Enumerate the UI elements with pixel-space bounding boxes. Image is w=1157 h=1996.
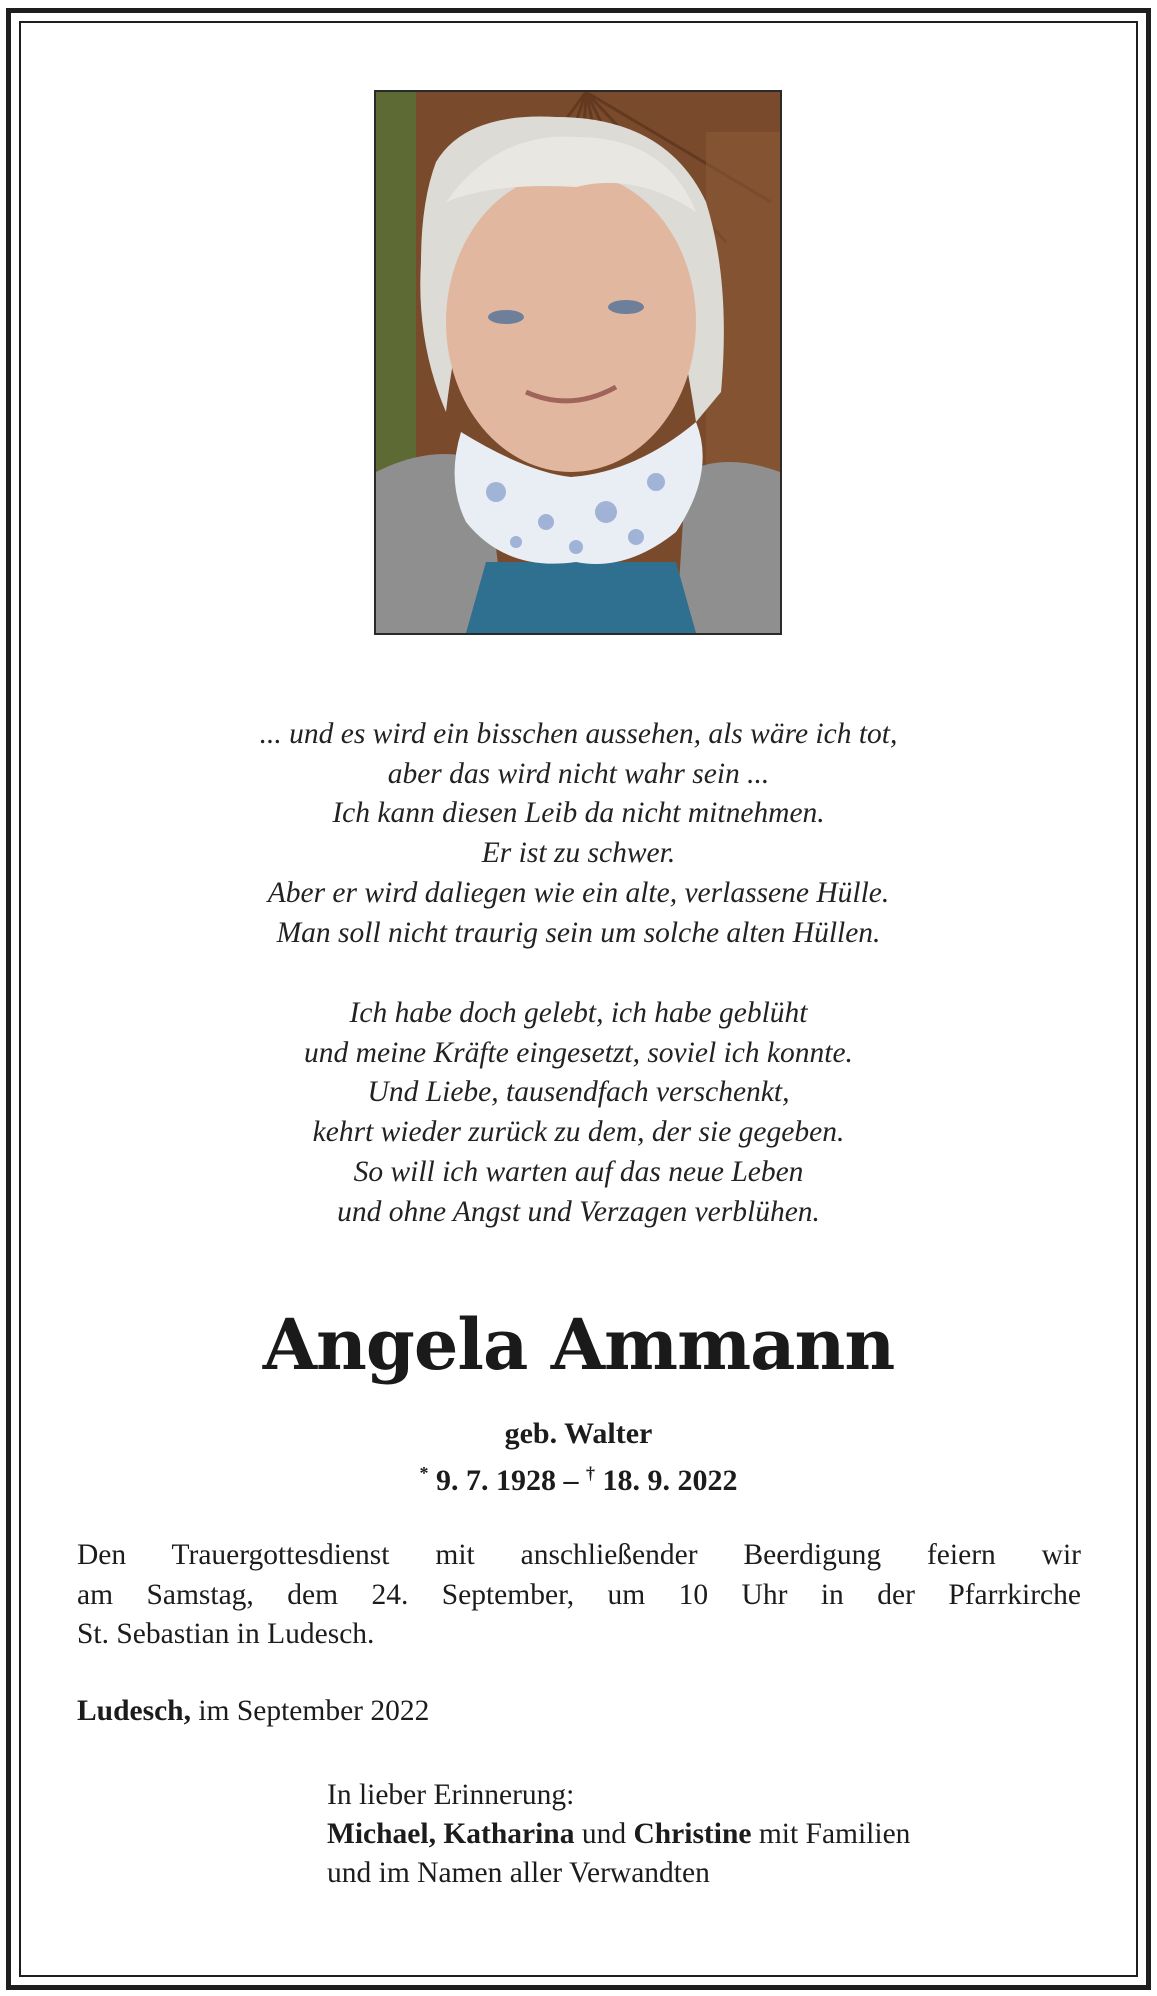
- poem-line: Er ist zu schwer.: [481, 837, 676, 870]
- funeral-line: St. Sebastian in Ludesch.: [77, 1618, 375, 1651]
- poem-line: So will ich warten auf das neue Leben: [353, 1155, 804, 1188]
- life-dates: [80, 1455, 1077, 1499]
- poem-line: Ich habe doch gelebt, ich habe geblüht: [349, 997, 808, 1029]
- place-town: Ludesch,: [77, 1695, 191, 1727]
- place-date: [77, 1693, 429, 1729]
- mourners-names: [327, 1815, 910, 1854]
- poem-line: Aber er wird daliegen wie ein alte, verlassene Hülle.: [267, 876, 890, 909]
- poem-stanza-2: [80, 994, 1077, 1232]
- poem-line: Ich kann diesen Leib da nicht mitnehmen.: [332, 797, 825, 830]
- birth-date: 9. 7. 1928 –: [436, 1464, 579, 1497]
- funeral-notice: [77, 1536, 1081, 1655]
- mourner-suffix: mit Familien: [751, 1818, 911, 1850]
- poem-line: und ohne Angst und Verzagen verblühen.: [337, 1195, 820, 1228]
- poem-line: aber das wird nicht wahr sein ...: [387, 757, 770, 790]
- funeral-line: Den Trauergottesdienst mit anschließender Beerdigung feiern wir: [77, 1539, 1081, 1571]
- mourners-intro: In lieber Erinnerung:: [327, 1779, 575, 1811]
- place-month: im September 2022: [190, 1695, 430, 1727]
- death-date: 18. 9. 2022: [602, 1464, 738, 1497]
- mourner-names-1: Michael, Katharina: [327, 1818, 575, 1850]
- funeral-line: am Samstag, dem 24. September, um 10 Uhr in der Pfarrkirche: [77, 1578, 1081, 1611]
- mourner-names-2: Christine: [633, 1818, 752, 1850]
- poem-line: Man soll nicht traurig sein um solche alten Hüllen.: [276, 916, 881, 949]
- poem-line: kehrt wieder zurück zu dem, der sie gegeben.: [312, 1116, 845, 1149]
- portrait-photo: [374, 90, 782, 635]
- maiden-name: geb. Walter: [504, 1417, 653, 1450]
- poem-line: Und Liebe, tausendfach verschenkt,: [367, 1076, 790, 1109]
- mourners-relatives: und im Namen aller Verwandten: [327, 1857, 710, 1889]
- death-symbol: †: [586, 1463, 595, 1483]
- deceased-name: Angela Ammann: [262, 1303, 895, 1386]
- mourners-block: [327, 1776, 910, 1893]
- poem-stanza-1: [80, 715, 1077, 953]
- birth-symbol: *: [419, 1463, 429, 1483]
- poem-line: und meine Kräfte eingesetzt, soviel ich konnte.: [304, 1036, 853, 1069]
- mourner-connector: und: [574, 1818, 634, 1850]
- poem-line: ... und es wird ein bisschen aussehen, als wäre ich tot,: [259, 718, 898, 750]
